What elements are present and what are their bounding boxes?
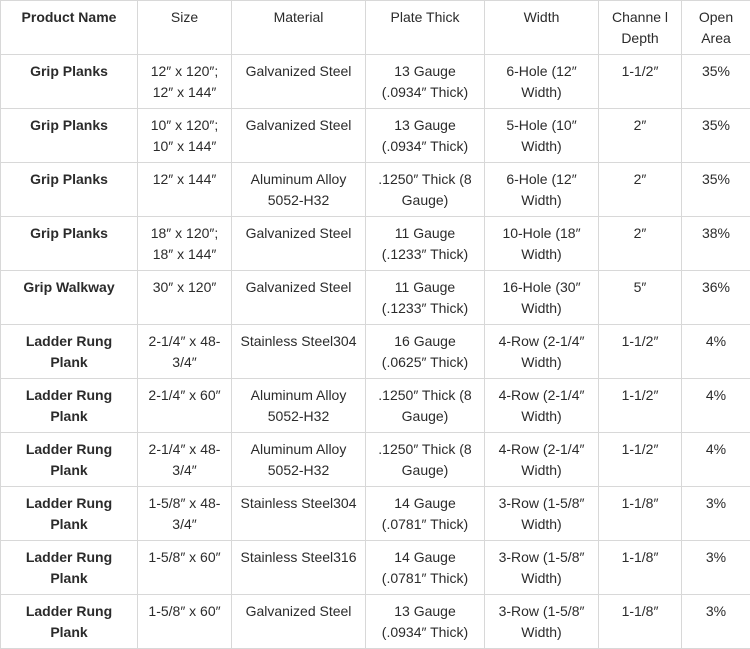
- cell-product-name: Ladder Rung Plank: [1, 325, 138, 379]
- cell-open-area: 3%: [682, 595, 750, 649]
- cell-product-name: Grip Planks: [1, 109, 138, 163]
- header-width: Width: [485, 1, 599, 55]
- cell-channel-depth: 1-1/8″: [599, 541, 682, 595]
- cell-open-area: 38%: [682, 217, 750, 271]
- header-size: Size: [138, 1, 232, 55]
- header-plate-thick: Plate Thick: [366, 1, 485, 55]
- table-row: [1, 163, 750, 217]
- cell-product-name: Grip Planks: [1, 217, 138, 271]
- cell-material: Galvanized Steel: [232, 595, 366, 649]
- cell-width: 4-Row (2-1/4″ Width): [485, 379, 599, 433]
- cell-size: 2-1/4″ x 60″: [138, 379, 232, 433]
- cell-plate-thick: .1250″ Thick (8 Gauge): [366, 379, 485, 433]
- cell-plate-thick: 14 Gauge (.0781″ Thick): [366, 541, 485, 595]
- cell-size: 2-1/4″ x 48-3/4″: [138, 325, 232, 379]
- cell-width: 3-Row (1-5/8″ Width): [485, 487, 599, 541]
- cell-size: 12″ x 144″: [138, 163, 232, 217]
- table-row: [1, 379, 750, 433]
- cell-material: Galvanized Steel: [232, 55, 366, 109]
- cell-product-name: Ladder Rung Plank: [1, 595, 138, 649]
- cell-width: 6-Hole (12″ Width): [485, 55, 599, 109]
- cell-plate-thick: 11 Gauge (.1233″ Thick): [366, 217, 485, 271]
- cell-width: 4-Row (2-1/4″ Width): [485, 433, 599, 487]
- cell-material: Stainless Steel316: [232, 541, 366, 595]
- cell-size: 1-5/8″ x 60″: [138, 541, 232, 595]
- cell-width: 3-Row (1-5/8″ Width): [485, 595, 599, 649]
- cell-plate-thick: 16 Gauge (.0625″ Thick): [366, 325, 485, 379]
- table-header-row: [1, 1, 750, 55]
- cell-material: Stainless Steel304: [232, 325, 366, 379]
- cell-width: 6-Hole (12″ Width): [485, 163, 599, 217]
- cell-material: Galvanized Steel: [232, 109, 366, 163]
- table-row: [1, 433, 750, 487]
- cell-width: 5-Hole (10″ Width): [485, 109, 599, 163]
- cell-size: 1-5/8″ x 60″: [138, 595, 232, 649]
- cell-width: 10-Hole (18″ Width): [485, 217, 599, 271]
- header-open-area: Open Area: [682, 1, 750, 55]
- cell-plate-thick: .1250″ Thick (8 Gauge): [366, 433, 485, 487]
- table-row: [1, 595, 750, 649]
- cell-material: Aluminum Alloy 5052-H32: [232, 433, 366, 487]
- cell-width: 16-Hole (30″ Width): [485, 271, 599, 325]
- table-row: [1, 271, 750, 325]
- table-body: [1, 55, 750, 649]
- cell-size: 12″ x 120″; 12″ x 144″: [138, 55, 232, 109]
- cell-open-area: 4%: [682, 433, 750, 487]
- cell-channel-depth: 1-1/2″: [599, 325, 682, 379]
- cell-size: 30″ x 120″: [138, 271, 232, 325]
- cell-open-area: 35%: [682, 55, 750, 109]
- cell-material: Aluminum Alloy 5052-H32: [232, 163, 366, 217]
- cell-channel-depth: 2″: [599, 163, 682, 217]
- table-row: [1, 109, 750, 163]
- cell-product-name: Grip Walkway: [1, 271, 138, 325]
- cell-size: 1-5/8″ x 48-3/4″: [138, 487, 232, 541]
- table-row: [1, 325, 750, 379]
- cell-open-area: 3%: [682, 541, 750, 595]
- cell-size: 10″ x 120″; 10″ x 144″: [138, 109, 232, 163]
- header-channel-depth: Channe l Depth: [599, 1, 682, 55]
- table-row: [1, 217, 750, 271]
- cell-channel-depth: 2″: [599, 109, 682, 163]
- cell-plate-thick: .1250″ Thick (8 Gauge): [366, 163, 485, 217]
- cell-product-name: Grip Planks: [1, 55, 138, 109]
- cell-open-area: 4%: [682, 325, 750, 379]
- cell-product-name: Ladder Rung Plank: [1, 433, 138, 487]
- cell-channel-depth: 5″: [599, 271, 682, 325]
- cell-size: 18″ x 120″; 18″ x 144″: [138, 217, 232, 271]
- cell-channel-depth: 1-1/8″: [599, 487, 682, 541]
- table-row: [1, 487, 750, 541]
- cell-open-area: 35%: [682, 109, 750, 163]
- cell-channel-depth: 2″: [599, 217, 682, 271]
- cell-channel-depth: 1-1/2″: [599, 433, 682, 487]
- cell-open-area: 4%: [682, 379, 750, 433]
- cell-material: Galvanized Steel: [232, 217, 366, 271]
- header-material: Material: [232, 1, 366, 55]
- cell-product-name: Ladder Rung Plank: [1, 541, 138, 595]
- cell-open-area: 36%: [682, 271, 750, 325]
- cell-plate-thick: 13 Gauge (.0934″ Thick): [366, 109, 485, 163]
- header-product-name: Product Name: [1, 1, 138, 55]
- cell-product-name: Ladder Rung Plank: [1, 379, 138, 433]
- cell-width: 4-Row (2-1/4″ Width): [485, 325, 599, 379]
- cell-channel-depth: 1-1/2″: [599, 379, 682, 433]
- cell-material: Galvanized Steel: [232, 271, 366, 325]
- cell-material: Stainless Steel304: [232, 487, 366, 541]
- cell-material: Aluminum Alloy 5052-H32: [232, 379, 366, 433]
- cell-channel-depth: 1-1/8″: [599, 595, 682, 649]
- cell-plate-thick: 11 Gauge (.1233″ Thick): [366, 271, 485, 325]
- cell-plate-thick: 13 Gauge (.0934″ Thick): [366, 55, 485, 109]
- table-row: [1, 55, 750, 109]
- cell-plate-thick: 14 Gauge (.0781″ Thick): [366, 487, 485, 541]
- cell-plate-thick: 13 Gauge (.0934″ Thick): [366, 595, 485, 649]
- cell-channel-depth: 1-1/2″: [599, 55, 682, 109]
- cell-product-name: Grip Planks: [1, 163, 138, 217]
- table-row: [1, 541, 750, 595]
- cell-open-area: 3%: [682, 487, 750, 541]
- cell-product-name: Ladder Rung Plank: [1, 487, 138, 541]
- cell-open-area: 35%: [682, 163, 750, 217]
- cell-size: 2-1/4″ x 48-3/4″: [138, 433, 232, 487]
- cell-width: 3-Row (1-5/8″ Width): [485, 541, 599, 595]
